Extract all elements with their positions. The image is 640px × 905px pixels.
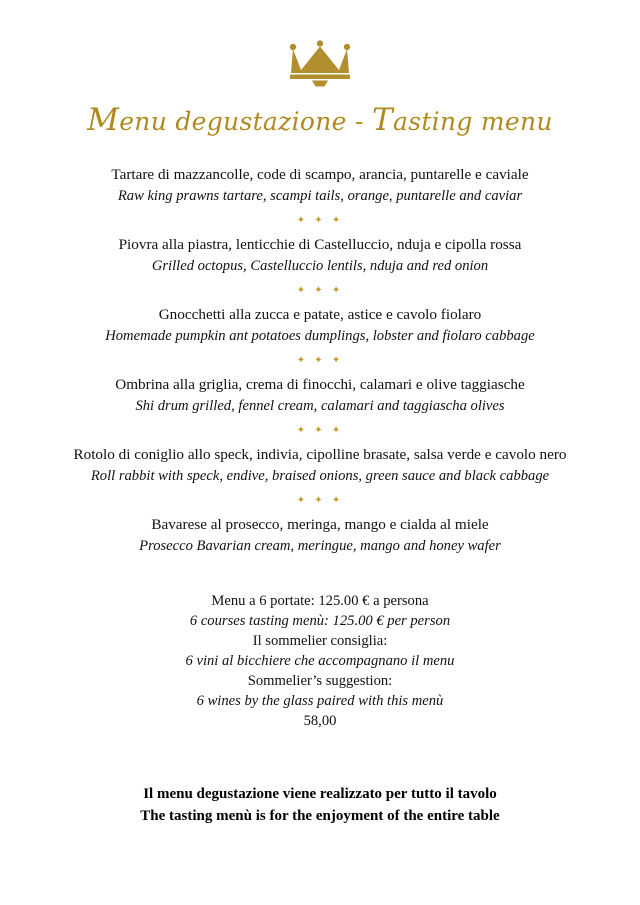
course-name-it: Tartare di mazzancolle, code di scampo, arancia, puntarelle e caviale [111, 166, 529, 183]
sommelier-detail-en: 6 wines by the glass paired with this menù [196, 693, 444, 709]
title-initial-m: M [87, 102, 120, 138]
footer-note [40, 783, 600, 827]
course-separator: ✦ ✦ ✦ [296, 215, 344, 226]
title-tail: asting menu [392, 107, 553, 136]
course-name-it: Rotolo di coniglio allo speck, indivia, cipolline brasate, salsa verde e cavolo nero [73, 446, 567, 463]
sommelier-detail-it: 6 vini al bicchiere che accompagnano il menu [185, 653, 455, 669]
sommelier-suggestion-en: Sommelier’s suggestion: [247, 673, 393, 689]
course-item [40, 164, 600, 207]
course-name-en: Roll rabbit with speck, endive, braised onions, green sauce and black cabbage [90, 468, 550, 484]
title-rest: enu degustazione - [119, 107, 372, 136]
crown-icon [285, 40, 355, 88]
wine-pairing-price: 58,00 [303, 713, 337, 729]
course-list [40, 164, 600, 557]
course-item [40, 514, 600, 557]
course-item [40, 444, 600, 487]
menu-price-en: 6 courses tasting menù: 125.00 € per person [189, 613, 451, 629]
page-title [87, 102, 553, 138]
menu-price-it: Menu a 6 portate: 125.00 € a persona [211, 593, 429, 609]
course-item [40, 374, 600, 417]
footer-note-en: The tasting menù is for the enjoyment of the entire table [140, 808, 500, 824]
course-name-en: Shi drum grilled, fennel cream, calamari and taggiascha olives [135, 398, 505, 414]
course-item [40, 304, 600, 347]
course-separator: ✦ ✦ ✦ [296, 355, 344, 366]
course-name-it: Gnocchetti alla zucca e patate, astice e cavolo fiolaro [158, 306, 482, 323]
course-separator: ✦ ✦ ✦ [296, 285, 344, 296]
course-item [40, 234, 600, 277]
course-name-en: Raw king prawns tartare, scampi tails, orange, puntarelle and caviar [117, 188, 523, 204]
course-name-en: Grilled octopus, Castelluccio lentils, nduja and red onion [151, 258, 489, 274]
course-name-it: Ombrina alla griglia, crema di finocchi, calamari e olive taggiasche [115, 376, 525, 393]
course-name-it: Piovra alla piastra, lenticchie di Castelluccio, nduja e cipolla rossa [118, 236, 522, 253]
title-initial-t: T [372, 102, 393, 138]
course-name-en: Homemade pumpkin ant potatoes dumplings, lobster and fiolaro cabbage [105, 328, 535, 344]
pricing-block [40, 591, 600, 731]
sommelier-suggestion-it: Il sommelier consiglia: [252, 633, 388, 649]
course-separator: ✦ ✦ ✦ [296, 495, 344, 506]
footer-note-it: Il menu degustazione viene realizzato per tutto il tavolo [143, 786, 497, 802]
course-name-en: Prosecco Bavarian cream, meringue, mango and honey wafer [139, 538, 501, 554]
course-name-it: Bavarese al prosecco, meringa, mango e cialda al miele [151, 516, 489, 533]
course-separator: ✦ ✦ ✦ [296, 425, 344, 436]
